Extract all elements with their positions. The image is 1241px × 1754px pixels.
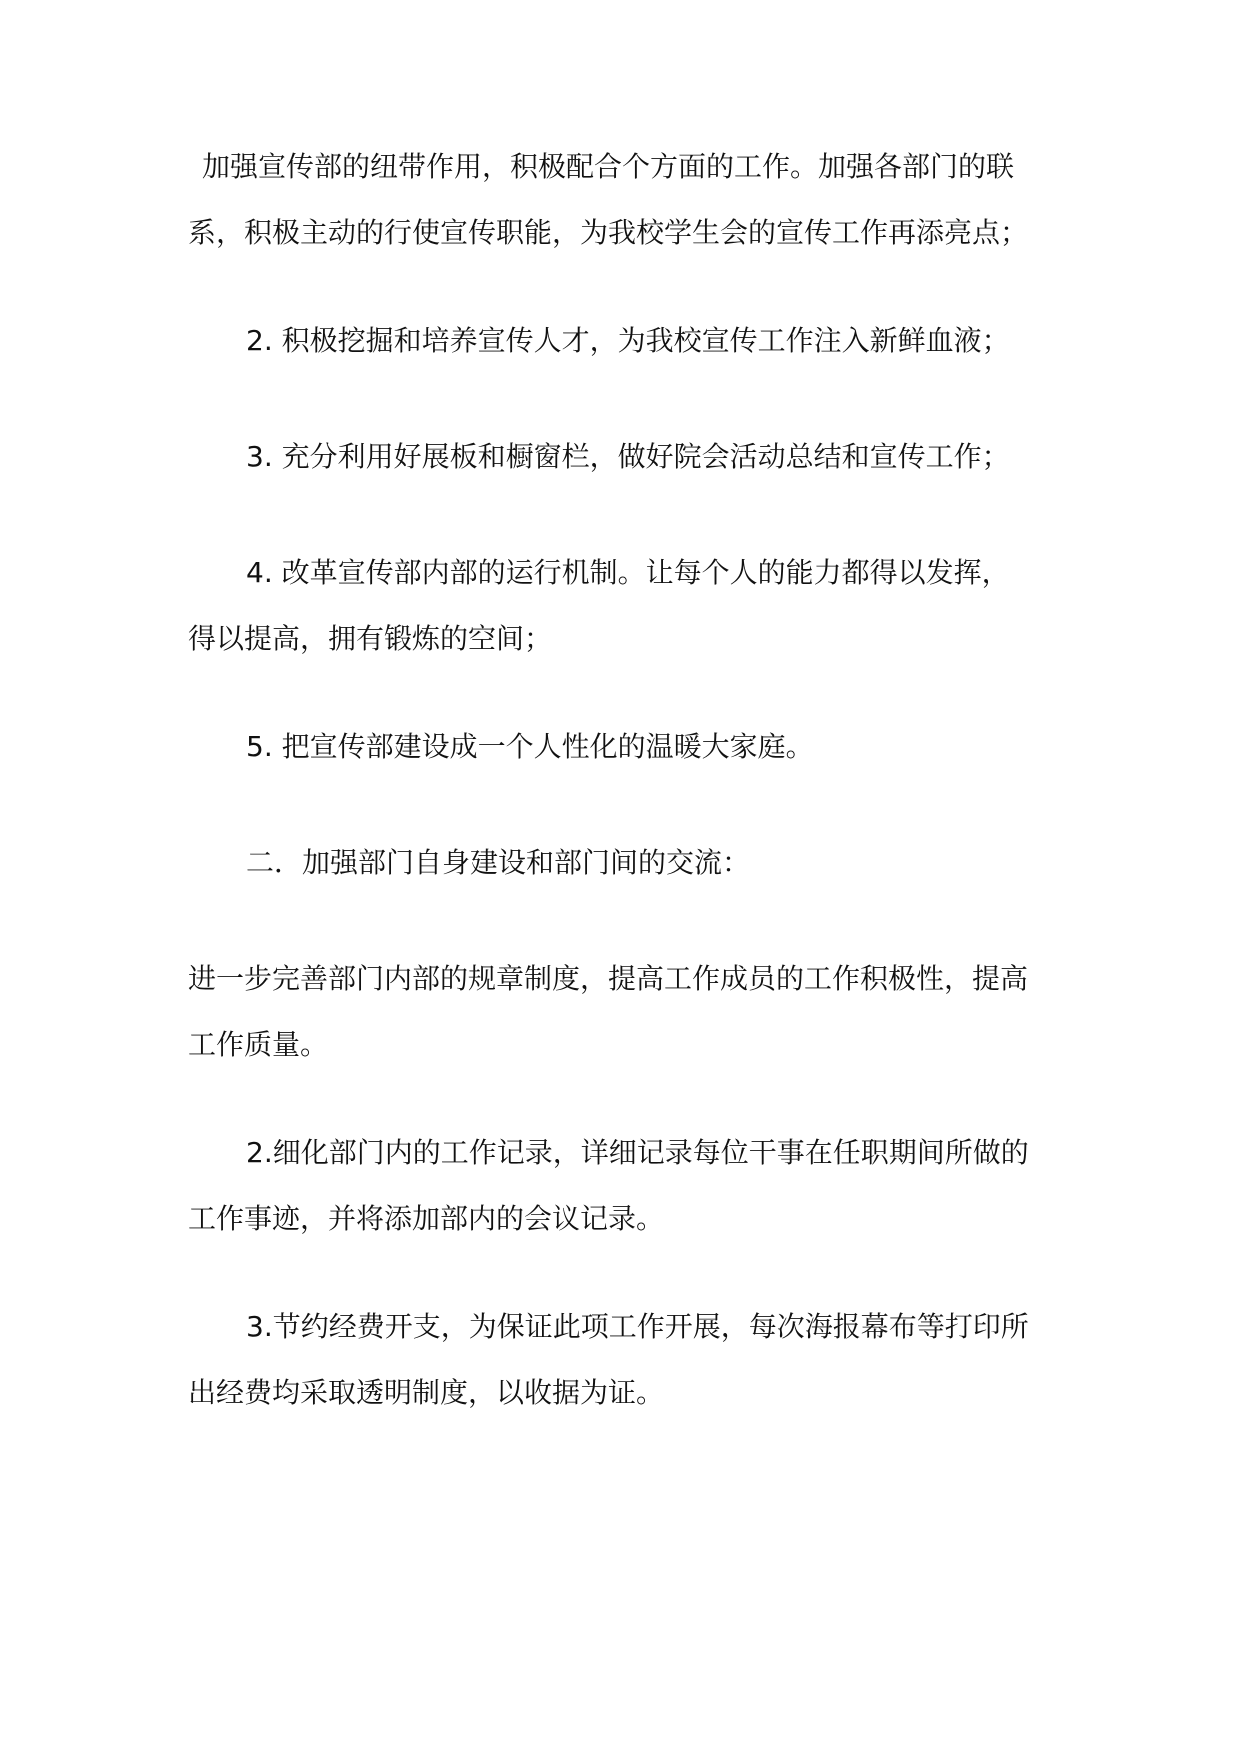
text-line: 5. 把宣传部建设成一个人性化的温暖大家庭。: [246, 730, 814, 763]
text-line: 3. 充分利用好展板和橱窗栏，做好院会活动总结和宣传工作；: [246, 440, 1010, 473]
paragraph-rules: [188, 946, 1058, 1078]
text-line: 加强宣传部的纽带作用，积极配合个方面的工作。加强各部门的联: [202, 150, 1015, 183]
text-line: 系，积极主动的行使宣传职能，为我校学生会的宣传工作再添亮点；: [188, 216, 1029, 249]
text-line: 出经费均采取透明制度，以收据为证。: [188, 1376, 665, 1409]
section-heading-2: [188, 830, 1058, 896]
paragraph-item-4: [188, 540, 1058, 672]
paragraph-budget: [188, 1294, 1058, 1426]
text-line: 4. 改革宣传部内部的运行机制。让每个人的能力都得以发挥，: [246, 556, 1010, 589]
paragraph-item-2: [188, 308, 1058, 374]
text-line: 得以提高，拥有锻炼的空间；: [188, 622, 553, 655]
paragraph-item-5: [188, 714, 1058, 780]
paragraph-records: [188, 1120, 1058, 1252]
text-line: 工作质量。: [188, 1028, 329, 1061]
text-line: 二．加强部门自身建设和部门间的交流：: [246, 846, 751, 879]
text-line: 进一步完善部门内部的规章制度，提高工作成员的工作积极性，提高: [188, 962, 1029, 995]
paragraph-publicity-role: [188, 134, 1058, 266]
text-line: 2. 积极挖掘和培养宣传人才，为我校宣传工作注入新鲜血液；: [246, 324, 1010, 357]
paragraph-item-3: [188, 424, 1058, 490]
text-line: 2.细化部门内的工作记录，详细记录每位干事在任职期间所做的: [246, 1136, 1029, 1169]
text-line: 3.节约经费开支，为保证此项工作开展，每次海报幕布等打印所: [246, 1310, 1029, 1343]
text-line: 工作事迹，并将添加部内的会议记录。: [188, 1202, 665, 1235]
